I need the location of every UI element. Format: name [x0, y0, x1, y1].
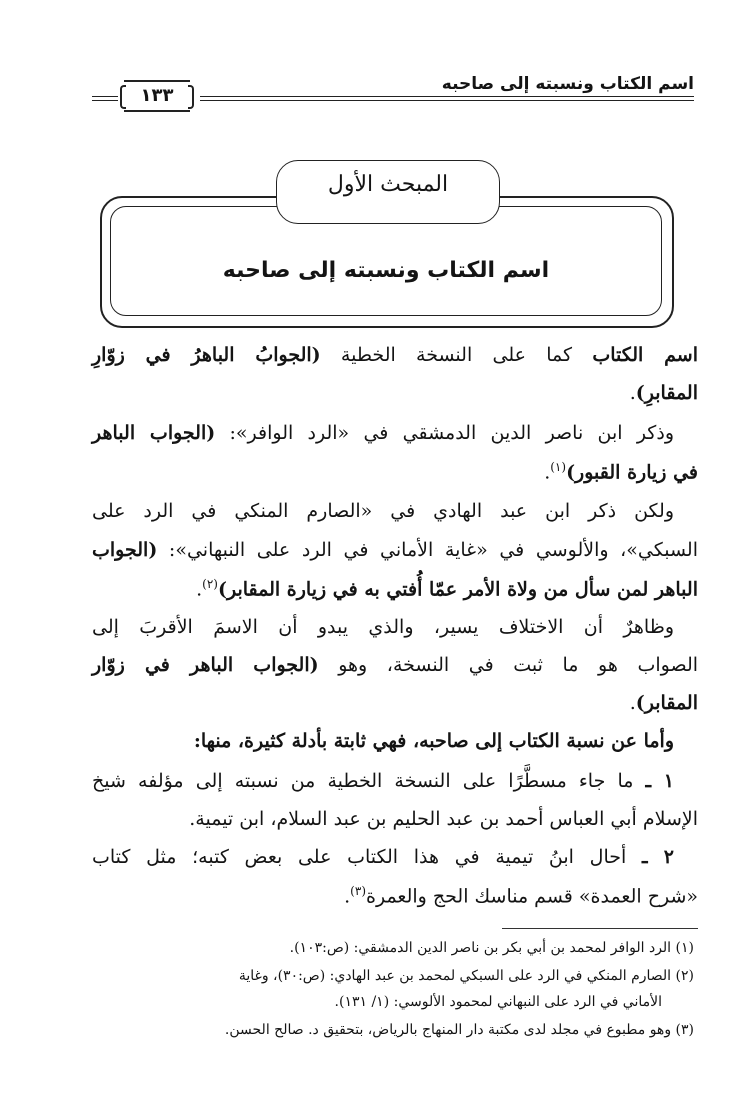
- footnote: [290, 940, 694, 956]
- header-rule-right: [200, 96, 694, 97]
- body-line: [92, 846, 698, 868]
- footnote-ref: (١): [550, 460, 567, 474]
- footnote: [225, 1022, 694, 1038]
- footnote-text: الرد الوافر لمحمد بن أبي بكر بن ناصر الدين الدمشقي: (ص:١٠٣).: [289, 940, 672, 956]
- book-title: المقابر): [635, 692, 698, 714]
- body-line: [92, 344, 698, 366]
- footnote-ref: (٢): [202, 577, 218, 591]
- body-line: [92, 770, 698, 792]
- text: الإسلام أبي العباس أحمد بن عبد الحليم بن عبد السلام، ابن تيمية.: [189, 808, 698, 830]
- body-line: [194, 730, 674, 752]
- footnote-number: (٢): [675, 968, 694, 984]
- body-line: [92, 654, 698, 676]
- book-title: (الجواب الباهر في زوّار: [92, 654, 319, 676]
- text: وذكر ابن ناصر الدين الدمشقي في «الرد الوافر»:: [215, 422, 674, 444]
- header-rule-left-2: [92, 100, 118, 101]
- bold-heading-text: وأما عن نسبة الكتاب إلى صاحبه، فهي ثابتة بأدلة كثيرة، منها:: [193, 730, 674, 752]
- text: .: [344, 885, 351, 908]
- book-title: في زيارة القبور): [566, 461, 698, 484]
- running-title: اسم الكتاب ونسبته إلى صاحبه: [441, 74, 694, 94]
- body-line: [189, 808, 698, 830]
- footnote: [239, 968, 694, 984]
- body-line: [544, 460, 698, 483]
- text: أحال ابنُ تيمية في هذا الكتاب على بعض كتبه؛ مثل كتاب: [92, 846, 642, 868]
- body-line: [92, 500, 698, 522]
- text: كما على النسخة الخطية: [320, 344, 593, 366]
- footnote-continuation: [335, 994, 662, 1010]
- text: وظاهرٌ أن الاختلاف يسير، والذي يبدو أن الاسمَ الأقربَ إلى: [92, 616, 674, 638]
- list-number: ٢ ـ: [641, 846, 674, 868]
- body-line: [92, 422, 698, 444]
- text: الصواب هو ما ثبت في النسخة، وهو: [318, 654, 699, 676]
- text: ولكن ذكر ابن عبد الهادي في «الصارم المنكي في الرد على: [92, 500, 674, 522]
- header-rule-left: [92, 96, 118, 97]
- text: ما جاء مسطَّرًا على النسخة الخطية من نسبته إلى مؤلفه شيخ: [92, 770, 646, 792]
- body-line: [630, 382, 698, 404]
- text: .: [629, 382, 636, 404]
- book-title: (الجواب الباهر: [92, 422, 216, 444]
- page-number: ١٣٣: [124, 80, 190, 112]
- book-title: الباهر لمن سأل من ولاة الأمر عمّا أُفتي به في زيارة المقابر): [217, 578, 698, 601]
- book-title: (الجواب: [92, 539, 158, 561]
- body-line: [196, 577, 698, 600]
- footnote-rule: [502, 928, 698, 929]
- body-line: [92, 539, 698, 561]
- footnote-text: وهو مطبوع في مجلد لدى مكتبة دار المنهاج بالرياض، بتحقيق د. صالح الحسن.: [224, 1022, 672, 1038]
- footnote-ref: (٣): [350, 884, 366, 898]
- body-line: [630, 692, 698, 714]
- body-line: [92, 616, 698, 638]
- header-rule-right-2: [200, 100, 694, 101]
- text: .: [544, 461, 551, 484]
- bold-text: اسم الكتاب: [592, 344, 698, 366]
- text: .: [629, 692, 636, 714]
- text: «شرح العمدة» قسم مناسك الحج والعمرة: [366, 885, 698, 908]
- text: السبكي»، والألوسي في «غاية الأماني في الرد على النبهاني»:: [157, 539, 698, 561]
- footnote-number: (١): [675, 940, 694, 956]
- footnote-number: (٣): [675, 1022, 694, 1038]
- section-title: اسم الكتاب ونسبته إلى صاحبه: [222, 258, 550, 283]
- book-title: (الجوابُ الباهرُ في زوّارِ: [92, 344, 321, 366]
- footnote-text: الأماني في الرد على النبهاني لمحمود الألوسي: (١/ ١٣١).: [334, 994, 662, 1010]
- section-caption: المبحث الأول: [327, 172, 449, 197]
- text: .: [196, 578, 203, 601]
- book-title: المقابرِ): [635, 382, 698, 404]
- footnote-text: الصارم المنكي في الرد على السبكي لمحمد بن عبد الهادي: (ص:٣٠)، وغاية: [238, 968, 672, 984]
- body-line: [344, 884, 698, 907]
- list-number: ١ ـ: [645, 770, 674, 792]
